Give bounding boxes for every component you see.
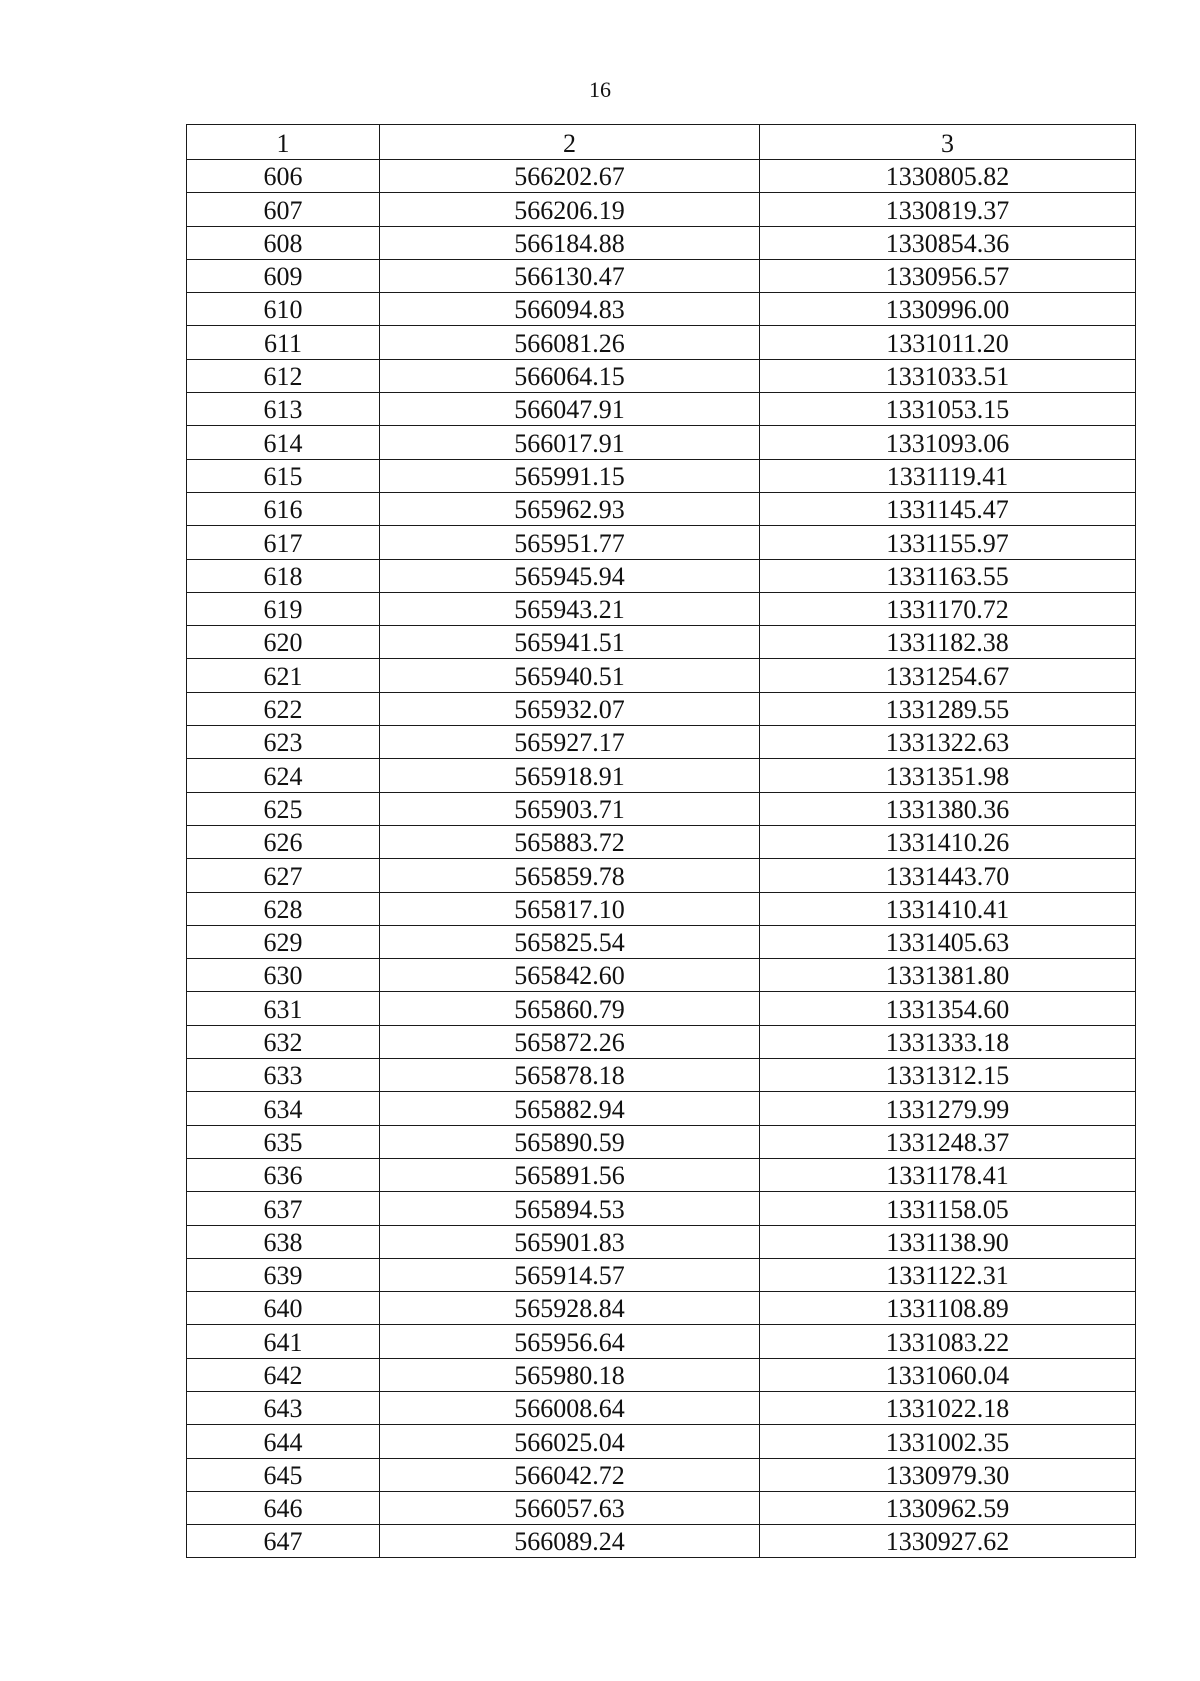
table-row [187, 1025, 1136, 1058]
x-coordinate-cell: 565859.78 [380, 859, 760, 892]
x-coordinate-cell: 565962.93 [380, 492, 760, 525]
table-row [187, 1391, 1136, 1424]
x-coordinate-cell: 565817.10 [380, 892, 760, 925]
table-row [187, 1292, 1136, 1325]
x-coordinate-cell: 565956.64 [380, 1325, 760, 1358]
x-coordinate-cell: 565941.51 [380, 626, 760, 659]
y-coordinate-cell: 1331060.04 [760, 1358, 1136, 1391]
point-number-cell: 614 [187, 426, 380, 459]
x-coordinate-cell: 565860.79 [380, 992, 760, 1025]
table-row [187, 526, 1136, 559]
point-number-cell: 640 [187, 1292, 380, 1325]
table-row [187, 226, 1136, 259]
table-row [187, 1425, 1136, 1458]
table-row [187, 726, 1136, 759]
table-row [187, 326, 1136, 359]
table-header [187, 125, 1136, 160]
table-row [187, 759, 1136, 792]
table-row [187, 426, 1136, 459]
table-row [187, 1491, 1136, 1524]
table-row [187, 1525, 1136, 1558]
point-number-cell: 633 [187, 1059, 380, 1092]
y-coordinate-cell: 1331405.63 [760, 925, 1136, 958]
y-coordinate-cell: 1331022.18 [760, 1391, 1136, 1424]
point-number-cell: 629 [187, 925, 380, 958]
y-coordinate-cell: 1330996.00 [760, 293, 1136, 326]
y-coordinate-cell: 1331381.80 [760, 959, 1136, 992]
point-number-cell: 616 [187, 492, 380, 525]
y-coordinate-cell: 1331410.41 [760, 892, 1136, 925]
point-number-cell: 635 [187, 1125, 380, 1158]
point-number-cell: 612 [187, 359, 380, 392]
y-coordinate-cell: 1331011.20 [760, 326, 1136, 359]
table-row [187, 492, 1136, 525]
y-coordinate-cell: 1331248.37 [760, 1125, 1136, 1158]
x-coordinate-cell: 565918.91 [380, 759, 760, 792]
y-coordinate-cell: 1330927.62 [760, 1525, 1136, 1558]
table-row [187, 1325, 1136, 1358]
x-coordinate-cell: 565872.26 [380, 1025, 760, 1058]
table-row [187, 992, 1136, 1025]
table-row [187, 1358, 1136, 1391]
point-number-cell: 632 [187, 1025, 380, 1058]
x-coordinate-cell: 565927.17 [380, 726, 760, 759]
point-number-cell: 638 [187, 1225, 380, 1258]
header-row [187, 125, 1136, 160]
point-number-cell: 627 [187, 859, 380, 892]
x-coordinate-cell: 566025.04 [380, 1425, 760, 1458]
y-coordinate-cell: 1331182.38 [760, 626, 1136, 659]
x-coordinate-cell: 565991.15 [380, 459, 760, 492]
point-number-cell: 628 [187, 892, 380, 925]
y-coordinate-cell: 1331083.22 [760, 1325, 1136, 1358]
point-number-cell: 641 [187, 1325, 380, 1358]
x-coordinate-cell: 565891.56 [380, 1158, 760, 1191]
x-coordinate-cell: 565903.71 [380, 792, 760, 825]
x-coordinate-cell: 566089.24 [380, 1525, 760, 1558]
x-coordinate-cell: 566206.19 [380, 193, 760, 226]
x-coordinate-cell: 565928.84 [380, 1292, 760, 1325]
x-coordinate-cell: 565883.72 [380, 825, 760, 858]
table-row [187, 925, 1136, 958]
y-coordinate-cell: 1331254.67 [760, 659, 1136, 692]
x-coordinate-cell: 566008.64 [380, 1391, 760, 1424]
x-coordinate-cell: 565951.77 [380, 526, 760, 559]
point-number-cell: 639 [187, 1258, 380, 1291]
point-number-cell: 637 [187, 1192, 380, 1225]
y-coordinate-cell: 1331145.47 [760, 492, 1136, 525]
y-coordinate-cell: 1331138.90 [760, 1225, 1136, 1258]
y-coordinate-cell: 1331155.97 [760, 526, 1136, 559]
table-row [187, 626, 1136, 659]
point-number-cell: 634 [187, 1092, 380, 1125]
coordinates-table [186, 124, 1136, 1558]
y-coordinate-cell: 1330805.82 [760, 160, 1136, 193]
y-coordinate-cell: 1330962.59 [760, 1491, 1136, 1524]
table-row [187, 293, 1136, 326]
x-coordinate-cell: 565980.18 [380, 1358, 760, 1391]
table-row [187, 1192, 1136, 1225]
y-coordinate-cell: 1331002.35 [760, 1425, 1136, 1458]
point-number-cell: 624 [187, 759, 380, 792]
y-coordinate-cell: 1331122.31 [760, 1258, 1136, 1291]
y-coordinate-cell: 1331443.70 [760, 859, 1136, 892]
y-coordinate-cell: 1331053.15 [760, 393, 1136, 426]
x-coordinate-cell: 565940.51 [380, 659, 760, 692]
table-row [187, 1059, 1136, 1092]
table-row [187, 1225, 1136, 1258]
table-row [187, 393, 1136, 426]
column-header-2: 2 [380, 125, 760, 160]
point-number-cell: 618 [187, 559, 380, 592]
point-number-cell: 643 [187, 1391, 380, 1424]
table-body [187, 160, 1136, 1558]
table-row [187, 459, 1136, 492]
table-row [187, 592, 1136, 625]
y-coordinate-cell: 1330854.36 [760, 226, 1136, 259]
point-number-cell: 636 [187, 1158, 380, 1191]
table-row [187, 160, 1136, 193]
y-coordinate-cell: 1331380.36 [760, 792, 1136, 825]
table-row [187, 1258, 1136, 1291]
y-coordinate-cell: 1331322.63 [760, 726, 1136, 759]
point-number-cell: 607 [187, 193, 380, 226]
x-coordinate-cell: 566017.91 [380, 426, 760, 459]
y-coordinate-cell: 1330956.57 [760, 259, 1136, 292]
point-number-cell: 642 [187, 1358, 380, 1391]
point-number-cell: 626 [187, 825, 380, 858]
table-row [187, 193, 1136, 226]
point-number-cell: 631 [187, 992, 380, 1025]
y-coordinate-cell: 1330979.30 [760, 1458, 1136, 1491]
x-coordinate-cell: 566057.63 [380, 1491, 760, 1524]
point-number-cell: 630 [187, 959, 380, 992]
y-coordinate-cell: 1331279.99 [760, 1092, 1136, 1125]
y-coordinate-cell: 1331033.51 [760, 359, 1136, 392]
table-row [187, 825, 1136, 858]
point-number-cell: 646 [187, 1491, 380, 1524]
y-coordinate-cell: 1331163.55 [760, 559, 1136, 592]
point-number-cell: 613 [187, 393, 380, 426]
y-coordinate-cell: 1331108.89 [760, 1292, 1136, 1325]
x-coordinate-cell: 565894.53 [380, 1192, 760, 1225]
point-number-cell: 619 [187, 592, 380, 625]
y-coordinate-cell: 1331158.05 [760, 1192, 1136, 1225]
x-coordinate-cell: 565914.57 [380, 1258, 760, 1291]
y-coordinate-cell: 1331289.55 [760, 692, 1136, 725]
y-coordinate-cell: 1331119.41 [760, 459, 1136, 492]
point-number-cell: 622 [187, 692, 380, 725]
table-row [187, 859, 1136, 892]
point-number-cell: 615 [187, 459, 380, 492]
table-row [187, 692, 1136, 725]
point-number-cell: 623 [187, 726, 380, 759]
point-number-cell: 645 [187, 1458, 380, 1491]
table-row [187, 659, 1136, 692]
x-coordinate-cell: 566064.15 [380, 359, 760, 392]
column-header-1: 1 [187, 125, 380, 160]
point-number-cell: 608 [187, 226, 380, 259]
table-row [187, 892, 1136, 925]
x-coordinate-cell: 566130.47 [380, 259, 760, 292]
x-coordinate-cell: 565882.94 [380, 1092, 760, 1125]
y-coordinate-cell: 1331354.60 [760, 992, 1136, 1025]
point-number-cell: 610 [187, 293, 380, 326]
point-number-cell: 647 [187, 1525, 380, 1558]
x-coordinate-cell: 565825.54 [380, 925, 760, 958]
y-coordinate-cell: 1330819.37 [760, 193, 1136, 226]
point-number-cell: 625 [187, 792, 380, 825]
y-coordinate-cell: 1331178.41 [760, 1158, 1136, 1191]
point-number-cell: 611 [187, 326, 380, 359]
point-number-cell: 606 [187, 160, 380, 193]
column-header-3: 3 [760, 125, 1136, 160]
table-row [187, 359, 1136, 392]
y-coordinate-cell: 1331312.15 [760, 1059, 1136, 1092]
table-row [187, 1125, 1136, 1158]
table-row [187, 792, 1136, 825]
point-number-cell: 621 [187, 659, 380, 692]
point-number-cell: 644 [187, 1425, 380, 1458]
x-coordinate-cell: 565932.07 [380, 692, 760, 725]
x-coordinate-cell: 566047.91 [380, 393, 760, 426]
x-coordinate-cell: 565945.94 [380, 559, 760, 592]
x-coordinate-cell: 566202.67 [380, 160, 760, 193]
table-row [187, 1458, 1136, 1491]
table-row [187, 559, 1136, 592]
x-coordinate-cell: 566081.26 [380, 326, 760, 359]
x-coordinate-cell: 565901.83 [380, 1225, 760, 1258]
table-row [187, 1092, 1136, 1125]
page-number: 16 [589, 77, 611, 102]
y-coordinate-cell: 1331351.98 [760, 759, 1136, 792]
point-number-cell: 617 [187, 526, 380, 559]
x-coordinate-cell: 565878.18 [380, 1059, 760, 1092]
y-coordinate-cell: 1331333.18 [760, 1025, 1136, 1058]
x-coordinate-cell: 566042.72 [380, 1458, 760, 1491]
table-row [187, 1158, 1136, 1191]
point-number-cell: 620 [187, 626, 380, 659]
x-coordinate-cell: 566094.83 [380, 293, 760, 326]
point-number-cell: 609 [187, 259, 380, 292]
x-coordinate-cell: 565890.59 [380, 1125, 760, 1158]
y-coordinate-cell: 1331410.26 [760, 825, 1136, 858]
table-row [187, 259, 1136, 292]
x-coordinate-cell: 566184.88 [380, 226, 760, 259]
x-coordinate-cell: 565842.60 [380, 959, 760, 992]
y-coordinate-cell: 1331093.06 [760, 426, 1136, 459]
x-coordinate-cell: 565943.21 [380, 592, 760, 625]
y-coordinate-cell: 1331170.72 [760, 592, 1136, 625]
table-row [187, 959, 1136, 992]
